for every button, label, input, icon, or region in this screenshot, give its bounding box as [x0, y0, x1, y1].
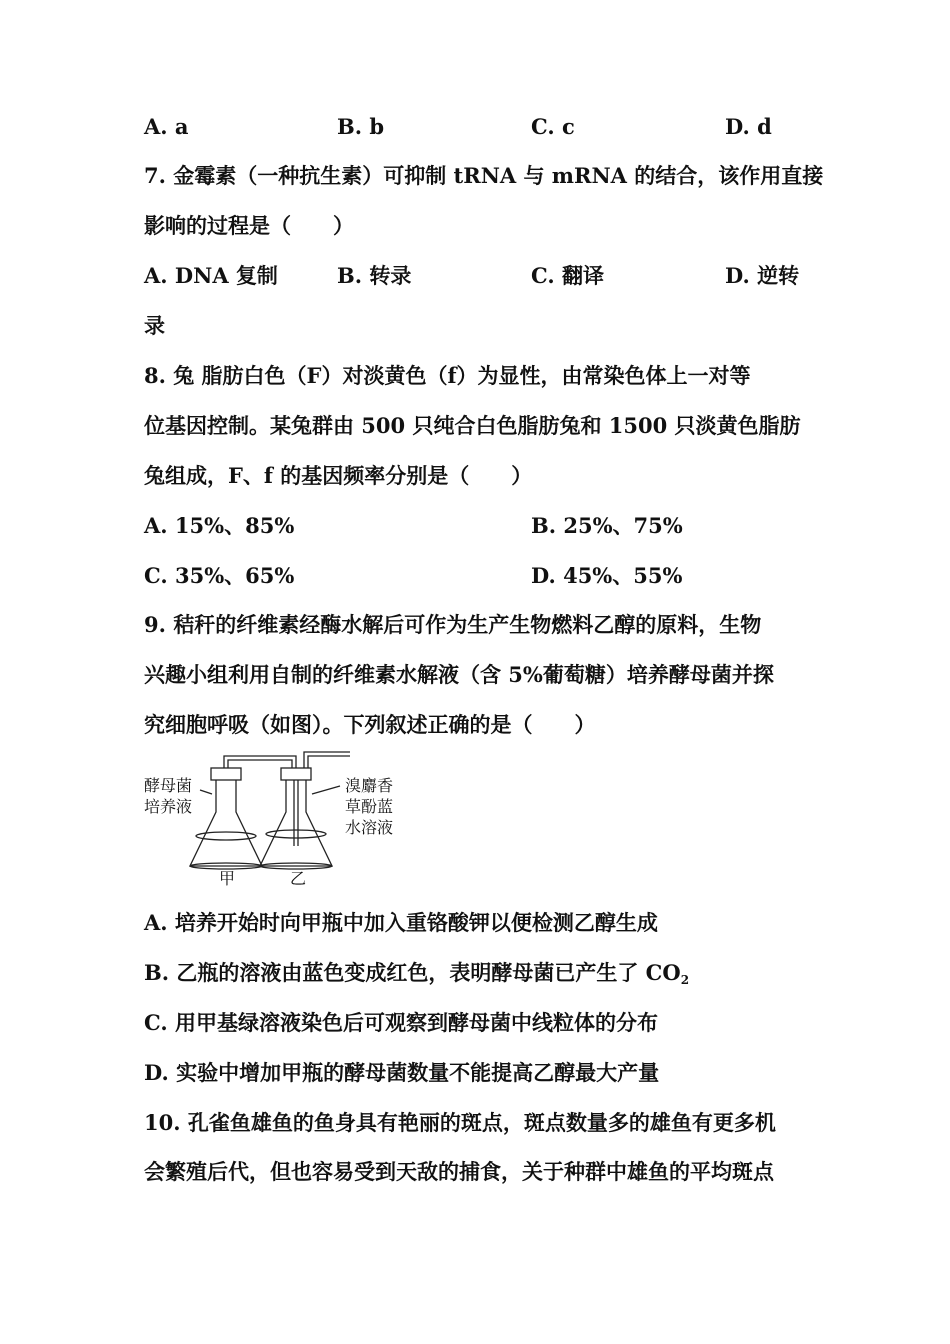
q8-option-a: A. 15%、85%	[144, 513, 295, 538]
q7-option-b: B. 转录	[337, 263, 412, 288]
q6-option-c: C. c	[531, 114, 575, 139]
flask-b-stopper	[281, 768, 311, 780]
q9-option-b	[144, 959, 689, 994]
q10-stem-line2: 会繁殖后代，但也容易受到天敌的捕食，关于种群中雄鱼的平均斑点	[144, 1159, 774, 1184]
q8-option-d: D. 45%、55%	[531, 563, 683, 588]
flask-a-stopper	[211, 768, 241, 780]
q6-option-d: D. d	[725, 114, 772, 139]
q8-stem-line1: 8. 兔 脂肪白色（F）对淡黄色（f）为显性，由常染色体上一对等	[144, 363, 751, 388]
q6-option-b: B. b	[337, 114, 385, 139]
left-label-line1: 酵母菌	[144, 776, 193, 795]
q7-option-d-wrap: 录	[144, 313, 165, 338]
right-label-line2: 草酚蓝	[345, 797, 394, 816]
q7-option-a: A. DNA 复制	[144, 263, 278, 288]
q7-stem-line1: 7. 金霉素（一种抗生素）可抑制 tRNA 与 mRNA 的结合，该作用直接	[144, 163, 824, 188]
q9-option-c: C. 用甲基绿溶液染色后可观察到酵母菌中线粒体的分布	[144, 1010, 658, 1035]
q7-option-d: D. 逆转	[725, 263, 800, 288]
q9-option-d: D. 实验中增加甲瓶的酵母菌数量不能提高乙醇最大产量	[144, 1060, 660, 1085]
flask-a-outline	[190, 778, 262, 866]
q9-option-a: A. 培养开始时向甲瓶中加入重铬酸钾以便检测乙醇生成	[144, 910, 658, 935]
flask-a-label: 甲	[219, 869, 236, 888]
q9-stem-line3: 究细胞呼吸（如图）。下列叙述正确的是（ ）	[144, 712, 596, 737]
co2-subscript: 2	[680, 973, 690, 987]
q10-stem-line1: 10. 孔雀鱼雄鱼的鱼身具有艳丽的斑点，斑点数量多的雄鱼有更多机	[144, 1110, 776, 1135]
q9-stem-line2: 兴趣小组利用自制的纤维素水解液（含 5%葡萄糖）培养酵母菌并探	[144, 662, 774, 687]
q8-option-c: C. 35%、65%	[144, 563, 295, 588]
q7-option-c: C. 翻译	[531, 263, 604, 288]
right-label-line1: 溴麝香	[345, 776, 394, 795]
left-label-line2: 培养液	[144, 797, 193, 816]
q9-option-b-text: B. 乙瓶的溶液由蓝色变成红色，表明酵母菌已产生了 CO	[144, 960, 681, 985]
q8-option-b: B. 25%、75%	[531, 513, 683, 538]
q7-stem-line2: 影响的过程是（ ）	[144, 213, 354, 238]
q9-stem-line1: 9. 秸秆的纤维素经酶水解后可作为生产生物燃料乙醇的原料，生物	[144, 612, 762, 637]
right-label-line3: 水溶液	[345, 818, 394, 837]
flask-b-label: 乙	[290, 869, 307, 888]
q6-option-a: A. a	[144, 114, 189, 139]
q8-stem-line3: 兔组成，F、f 的基因频率分别是（ ）	[144, 463, 533, 488]
q8-stem-line2: 位基因控制。某兔群由 500 只纯合白色脂肪兔和 1500 只淡黄色脂肪	[144, 413, 801, 438]
